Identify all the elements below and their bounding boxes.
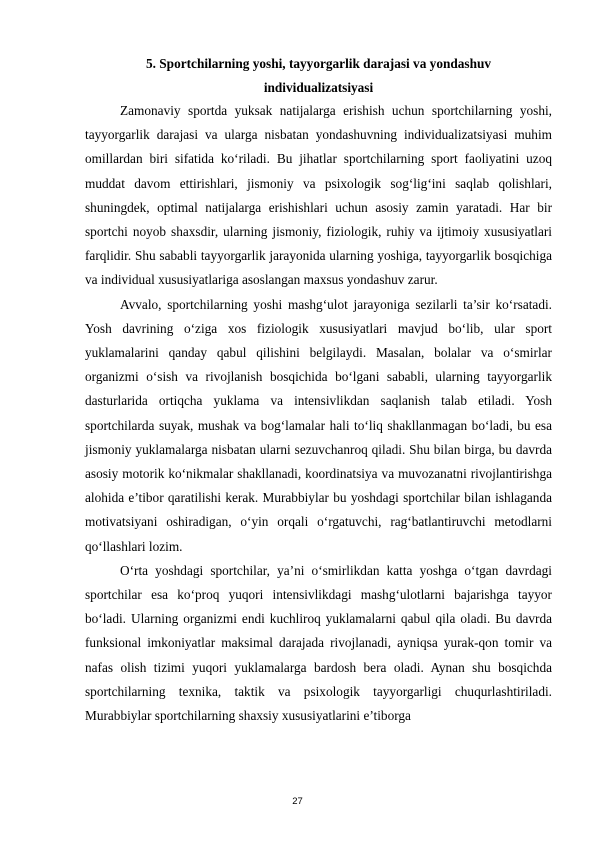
paragraph-2: Avvalo, sportchilarning yoshi mashg‘ulot jarayoniga sezilarli ta’sir ko‘rsatadi. Yosh davrining o‘ziga xos fiziologik xususiyatlari mavjud bo‘lib, ular sport yuklamalarini qanday qabul qilishini belgilaydi. Masalan, bolalar va o‘smirlar organizmi o‘sish va rivojlanish bosqichida bo‘lgani sababli, ularning tayyorgarlik dasturlarida ortiqcha yuklama va intensivlikdan saqlanish talab etiladi. Yosh sportchilarda suyak, mushak va bog‘lamalar hali to‘liq shakllanmagan bo‘ladi, bu esa jismoniy yuklamalarga nisbatan ularni sezuvchanroq qiladi. Shu bilan birga, bu davrda asosiy motorik ko‘nikmalar shakllanadi, koordinatsiya va muvozanatni rivojlantirishga alohida e’tibor qaratilishi kerak. Murabbiylar bu yoshdagi sportchilar bilan ishlaganda motivatsiyani oshiradigan, o‘yin orqali o‘rgatuvchi, rag‘batlantiruvchi metodlarni qo‘llashlari lozim. — [85, 296, 552, 554]
section-heading-line-2: individualizatsiyasi — [263, 80, 374, 95]
page-number: 27 — [292, 796, 303, 807]
body-text — [85, 99, 552, 728]
paragraph-1: Zamonaviy sportda yuksak natijalarga erishish uchun sportchilarning yoshi, tayyorgarlik darajasi va ularga nisbatan yondashuvning individualizatsiyasi muhim omillardan biri sifatida ko‘riladi. Bu jihatlar sportchilarning sport faoliyatini uzoq muddat davom ettirishlari, jismoniy va psixologik sog‘lig‘ini saqlab qolishlari, shuningdek, optimal natijalarga erishishlari uchun asosiy zamin yaratadi. Har bir sportchi noyob shaxsdir, ularning jismoniy, fiziologik, ruhiy va ijtimoiy xususiyatlari farqlidir. Shu sababli tayyorgarlik jarayonida ularning yoshiga, tayyorgarlik bosqichiga va individual xususiyatlariga asoslangan maxsus yondashuv zarur. — [85, 103, 552, 288]
section-heading — [85, 52, 552, 100]
section-heading-line-1: 5. Sportchilarning yoshi, tayyorgarlik darajasi va yondashuv — [145, 56, 492, 71]
paragraph-3: O‘rta yoshdagi sportchilar, ya’ni o‘smirlikdan katta yoshga o‘tgan davrdagi sportchilar esa ko‘proq yuqori intensivlikdagi mashg‘ulotlarni bajarishga tayyor bo‘ladi. Ularning organizmi endi kuchliroq yuklamalarni qabul qila oladi. Bu davrda funksional imkoniyatlar maksimal darajada rivojlanadi, ayniqsa yurak-qon tomir va nafas olish tizimi yuqori yuklamalarga bardosh bera oladi. Aynan shu bosqichda sportchilarning texnika, taktik va psixologik tayyorgarligi chuqurlashtiriladi. Murabbiylar sportchilarning shaxsiy xususiyatlarini e’tiborga — [85, 562, 552, 724]
